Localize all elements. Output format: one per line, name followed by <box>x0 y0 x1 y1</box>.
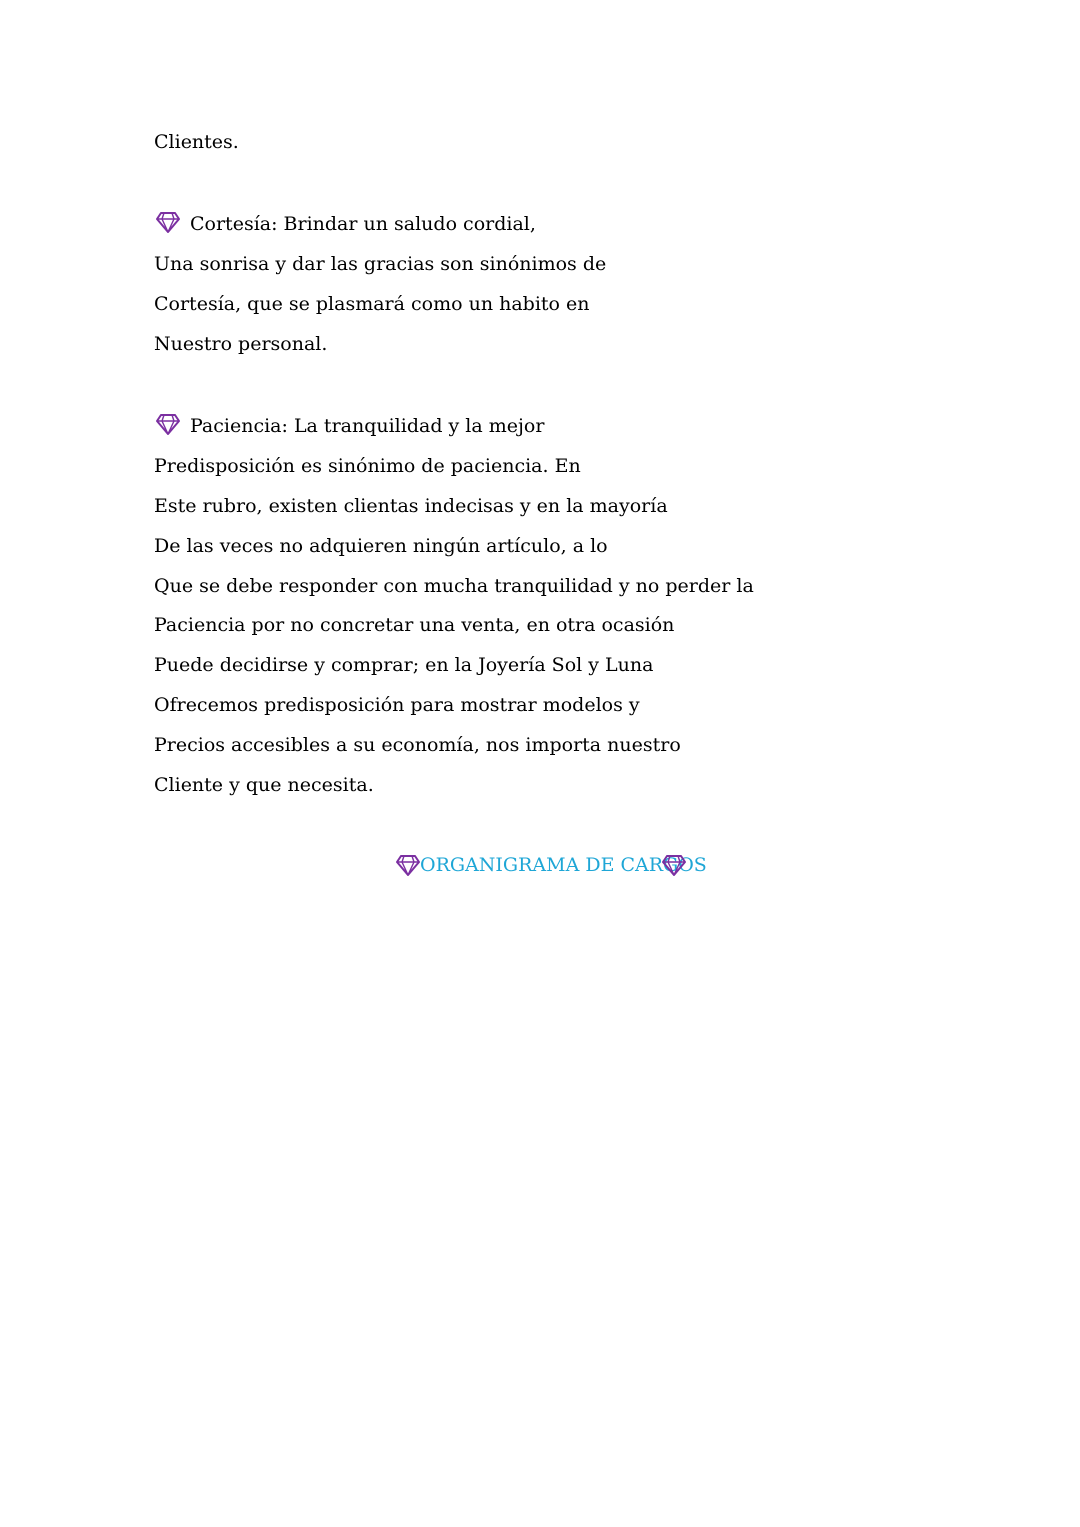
bullet-paciencia: Paciencia: La tranquilidad y la mejor <box>190 415 545 437</box>
section-heading <box>395 853 707 879</box>
bullet-cortesia: Cortesía: Brindar un saludo cordial, <box>190 213 536 235</box>
paragraph-line: Una sonrisa y dar las gracias son sinónimos de <box>154 253 607 275</box>
gem-icon <box>155 210 181 234</box>
paragraph-line: Ofrecemos predisposición para mostrar modelos y <box>154 694 640 716</box>
heading-title: ORGANIGRAMA DE CARGOS <box>420 854 707 876</box>
paragraph-line: De las veces no adquieren ningún artículo, a lo <box>154 535 608 557</box>
paragraph-line: Nuestro personal. <box>154 333 328 355</box>
gem-icon <box>661 853 687 877</box>
gem-icon <box>395 853 421 877</box>
paragraph-line: Predisposición es sinónimo de paciencia. En <box>154 455 581 477</box>
paragraph-line: Que se debe responder con mucha tranquilidad y no perder la <box>154 575 754 597</box>
paragraph-line: Puede decidirse y comprar; en la Joyería Sol y Luna <box>154 654 654 676</box>
paragraph-line: Paciencia por no concretar una venta, en otra ocasión <box>154 614 675 636</box>
paragraph-line: Cortesía, que se plasmará como un habito en <box>154 293 590 315</box>
paragraph-line: Cliente y que necesita. <box>154 774 374 796</box>
paragraph-line: Precios accesibles a su economía, nos importa nuestro <box>154 734 681 756</box>
paragraph-line: Clientes. <box>154 131 239 153</box>
gem-icon <box>155 412 181 436</box>
paragraph-line: Este rubro, existen clientas indecisas y en la mayoría <box>154 495 668 517</box>
